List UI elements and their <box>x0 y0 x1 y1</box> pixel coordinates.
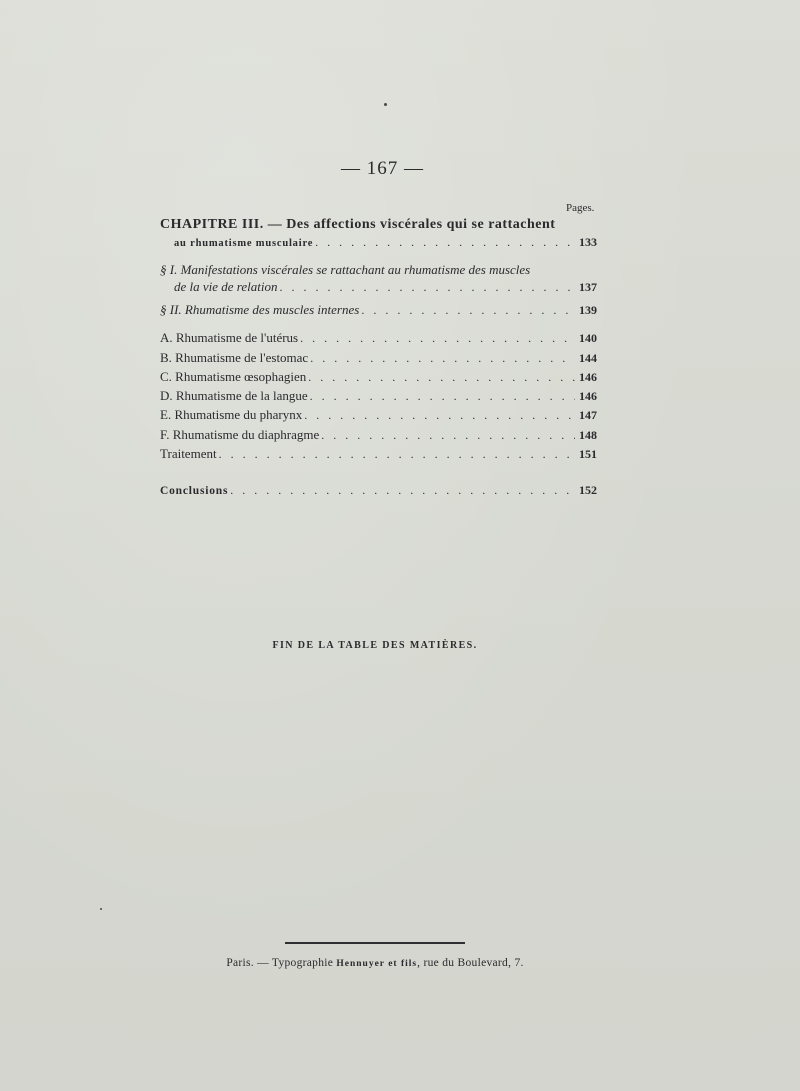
entry-page: 147 <box>579 408 597 422</box>
toc-entry <box>160 388 597 404</box>
section2-entry <box>160 302 597 318</box>
ink-speck <box>384 103 387 106</box>
section1-line1 <box>160 262 597 278</box>
chapter-heading <box>160 217 597 233</box>
entry-page: 140 <box>579 331 597 345</box>
dot-leader <box>310 351 575 365</box>
entry-page: 146 <box>579 370 597 384</box>
entry-title: C. Rhumatisme œsophagien <box>160 369 307 384</box>
dot-leader <box>310 389 575 403</box>
end-of-table-note: FIN DE LA TABLE DES MATIÈRES. <box>272 640 478 651</box>
imprint-prefix: Paris. — Typographie <box>226 957 334 969</box>
section1-title: § I. Manifestations viscérales se rattachant au rhumatisme des muscles <box>160 262 531 277</box>
chapter-page: 133 <box>579 235 597 249</box>
entry-title: F. Rhumatisme du diaphragme <box>160 427 320 442</box>
chapter-entry <box>174 235 597 250</box>
conclusions-title: Conclusions <box>160 485 229 497</box>
entry-page: 144 <box>579 351 597 365</box>
dot-leader <box>300 331 575 345</box>
page-number: — 167 — <box>341 158 424 179</box>
printer-imprint <box>0 957 750 969</box>
entry-page: 146 <box>579 389 597 403</box>
entry-page: 151 <box>579 447 597 461</box>
conclusions-entry <box>160 483 597 498</box>
toc-entry <box>160 427 597 443</box>
dot-leader <box>280 280 576 294</box>
toc-entry <box>160 446 597 462</box>
horizontal-rule <box>285 942 465 944</box>
section1-entry <box>174 279 597 295</box>
toc-entry <box>160 407 597 423</box>
pages-column-label: Pages. <box>566 202 595 214</box>
section2-title: § II. Rhumatisme des muscles internes <box>160 302 360 317</box>
entry-title: A. Rhumatisme de l'utérus <box>160 330 299 345</box>
dot-leader <box>219 447 575 461</box>
entry-page: 148 <box>579 428 597 442</box>
dot-leader <box>304 408 575 422</box>
section1-page: 137 <box>579 280 597 294</box>
conclusions-page: 152 <box>579 483 597 497</box>
toc-entry <box>160 369 597 385</box>
section1-title-line2: de la vie de relation <box>174 279 278 294</box>
toc-entry <box>160 350 597 366</box>
chapter-title <box>160 217 555 232</box>
dot-leader <box>308 370 575 384</box>
entry-title: D. Rhumatisme de la langue <box>160 388 308 403</box>
dot-leader <box>321 428 575 442</box>
section2-page: 139 <box>579 303 597 317</box>
ink-speck <box>100 908 102 910</box>
chapter-title-line1: CHAPITRE III. — Des affections viscérales qui se rattachent <box>160 217 556 232</box>
entry-title: Traitement <box>160 446 217 461</box>
entry-title: B. Rhumatisme de l'estomac <box>160 350 309 365</box>
dot-leader <box>315 235 575 249</box>
entry-title: E. Rhumatisme du pharynx <box>160 407 303 422</box>
dot-leader <box>230 483 575 497</box>
toc-entry <box>160 330 597 346</box>
dot-leader <box>361 303 575 317</box>
chapter-title-line2: au rhumatisme musculaire <box>174 238 314 249</box>
imprint-printer-name: Hennuyer et fils <box>336 959 418 969</box>
imprint-suffix: , rue du Boulevard, 7. <box>417 957 524 969</box>
